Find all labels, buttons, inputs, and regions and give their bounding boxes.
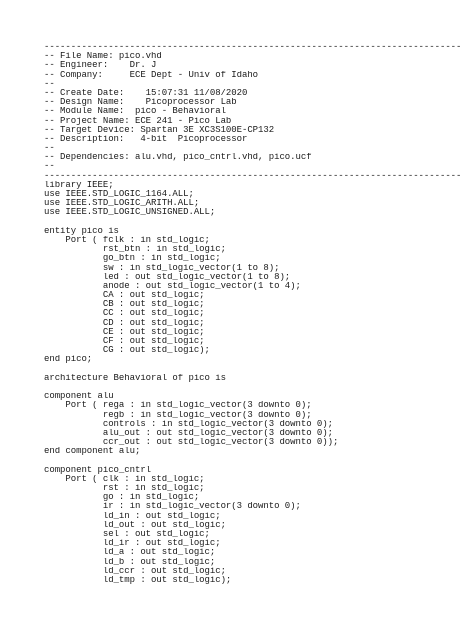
code-line: controls : in std_logic_vector(3 downto 0); [44,419,333,429]
code-line: alu_out : out std_logic_vector(3 downto 0); [44,428,333,438]
code-line: Port ( clk : in std_logic; [44,474,205,484]
code-line: go_btn : in std_logic; [44,254,221,264]
code-line: -- File Name: pico.vhd [44,52,162,62]
code-line: regb : in std_logic_vector(3 downto 0); [44,410,312,420]
code-line: CG : out std_logic); [44,346,210,356]
code-line: use IEEE.STD_LOGIC_UNSIGNED.ALL; [44,208,216,218]
code-line: sw : in std_logic_vector(1 to 8); [44,263,280,273]
vhdl-source-code [44,43,464,585]
code-line: go : in std_logic; [44,493,200,503]
code-line: end component alu; [44,447,141,457]
code-line [44,365,464,374]
code-line: -- Project Name: ECE 241 - Pico Lab [44,116,232,126]
code-line: ------------------------------------------------------------------------------ [44,43,462,52]
code-line: rst : in std_logic; [44,484,205,493]
code-line [44,456,464,465]
code-line: -- [44,162,55,172]
code-line: -- [44,144,55,154]
code-line: ld_ccr : out std_logic; [44,566,226,576]
code-line: ld_in : out std_logic; [44,511,221,521]
code-line: end pico; [44,355,93,365]
code-line: use IEEE.STD_LOGIC_1164.ALL; [44,190,194,199]
code-line: -- Module Name: pico - Behavioral [44,107,226,117]
code-line: sel : out std_logic; [44,529,210,539]
code-line: ir : in std_logic_vector(3 downto 0); [44,502,301,512]
code-line: -- Dependencies: alu.vhd, pico_cntrl.vhd, pico.ucf [44,153,312,163]
code-line: use IEEE.STD_LOGIC_ARITH.ALL; [44,199,200,209]
code-line: ccr_out : out std_logic_vector(3 downto 0)); [44,438,339,448]
code-line: -- Create Date: 15:07:31 11/08/2020 [44,88,248,98]
code-line: ld_a : out std_logic; [44,548,216,558]
code-line: CA : out std_logic; [44,291,205,301]
code-line: -- Design Name: Picoprocessor Lab [44,98,237,108]
code-line: rst_btn : in std_logic; [44,245,226,255]
code-line: entity pico is [44,226,119,236]
code-line: component pico_cntrl [44,465,152,475]
code-line: -- Engineer: Dr. J [44,61,157,71]
code-line: ld_b : out std_logic; [44,557,216,567]
code-line: component alu [44,392,114,402]
code-line: ld_out : out std_logic; [44,520,226,530]
code-line: architecture Behavioral of pico is [44,373,226,383]
code-line: library IEEE; [44,180,114,190]
code-line: -- [44,79,55,89]
code-line: CC : out std_logic; [44,309,205,319]
code-line [44,218,464,227]
code-line: ld_ir : out std_logic; [44,539,221,549]
code-line: ------------------------------------------------------------------------------ [44,171,462,181]
code-line: Port ( rega : in std_logic_vector(3 downto 0); [44,401,312,411]
code-line: ld_tmp : out std_logic); [44,575,232,585]
code-line: CF : out std_logic; [44,337,205,346]
code-line: anode : out std_logic_vector(1 to 4); [44,281,301,291]
code-line: -- Company: ECE Dept - Univ of Idaho [44,70,259,80]
code-line: Port ( fclk : in std_logic; [44,235,210,245]
code-line: CB : out std_logic; [44,300,205,310]
code-line: -- Target Device: Spartan 3E XC3S100E-CP132 [44,125,275,135]
code-line: CE : out std_logic; [44,327,205,337]
code-line: CD : out std_logic; [44,318,205,328]
code-line: led : out std_logic_vector(1 to 8); [44,272,291,282]
code-line: -- Description: 4-bit Picoprocessor [44,134,248,144]
code-line [44,383,464,392]
